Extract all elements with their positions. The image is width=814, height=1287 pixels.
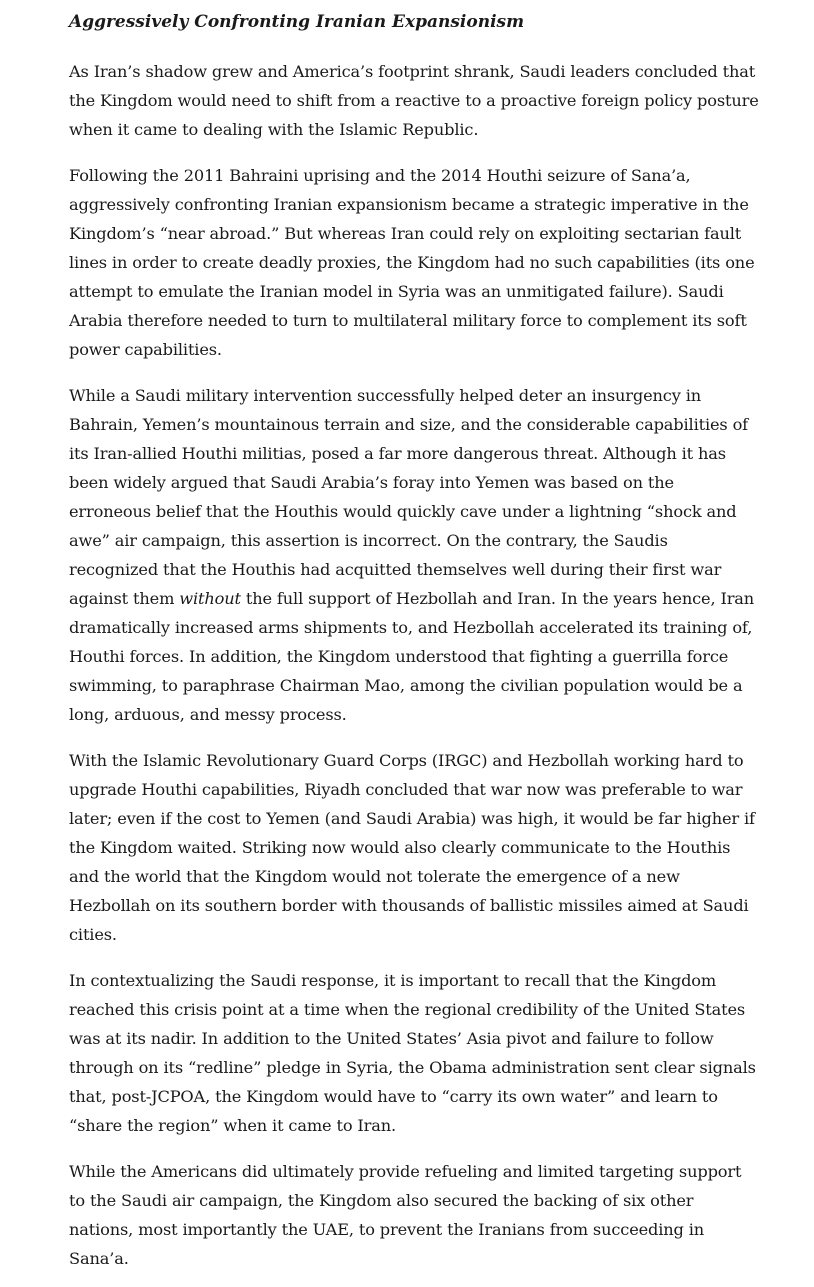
paragraph-4: With the Islamic Revolutionary Guard Corps (IRGC) and Hezbollah working hard to upgrade Houthi capabilities, Riyadh concluded that war now was preferable to war later; even if the cost to Yemen (and Saudi Arabia) was high, it would be far higher if the Kingdom waited. Striking now would also clearly communicate to the Houthis and the world that the Kingdom would not tolerate the emergence of a new Hezbollah on its southern border with thousands of ballistic missiles aimed at Saudi cities. [69,751,755,944]
section-heading: Aggressively Confronting Iranian Expansionism [69,12,525,32]
article-body [69,9,759,1273]
paragraph-2: Following the 2011 Bahraini uprising and the 2014 Houthi seizure of Sana’a, aggressively confronting Iranian expansionism became a strategic imperative in the Kingdom’s “near abroad.” But whereas Iran could rely on exploiting sectarian fault lines in order to create deadly proxies, the Kingdom had no such capabilities (its one attempt to emulate the Iranian model in Syria was an unmitigated failure). Saudi Arabia therefore needed to turn to multilateral military force to complement its soft power capabilities. [69,166,755,359]
paragraph-3-text-after: the full support of Hezbollah and Iran. In the years hence, Iran dramatically increased arms shipments to, and Hezbollah accelerated its training of, Houthi forces. In addition, the Kingdom understood that fighting a guerrilla force swimming, to paraphrase Chairman Mao, among the civilian population would be a long, arduous, and messy process. [69,589,755,724]
paragraph-3 [69,381,759,729]
paragraph-5: In contextualizing the Saudi response, it is important to recall that the Kingdom reached this crisis point at a time when the regional credibility of the United States was at its nadir. In addition to the United States’ Asia pivot and failure to follow through on its “redline” pledge in Syria, the Obama administration sent clear signals that, post-JCPOA, the Kingdom would have to “carry its own water” and learn to “share the region” when it came to Iran. [69,971,756,1135]
paragraph-3-emphasis: without [179,589,241,608]
paragraph-1: As Iran’s shadow grew and America’s footprint shrank, Saudi leaders concluded that the Kingdom would need to shift from a reactive to a proactive foreign policy posture when it came to dealing with the Islamic Republic. [69,62,759,139]
paragraph-3-text-before: While a Saudi military intervention successfully helped deter an insurgency in Bahrain, Yemen’s mountainous terrain and size, and the considerable capabilities of its Iran-allied Houthi militias, posed a far more dangerous threat. Although it has been widely argued that Saudi Arabia’s foray into Yemen was based on the erroneous belief that the Houthis would quickly cave under a lightning “shock and awe” air campaign, this assertion is incorrect. On the contrary, the Saudis recognized that the Houthis had acquitted themselves well during their first war against them [69,386,749,608]
paragraph-6: While the Americans did ultimately provide refueling and limited targeting support to the Saudi air campaign, the Kingdom also secured the backing of six other nations, most importantly the UAE, to prevent the Iranians from succeeding in Sana’a. [69,1162,742,1268]
